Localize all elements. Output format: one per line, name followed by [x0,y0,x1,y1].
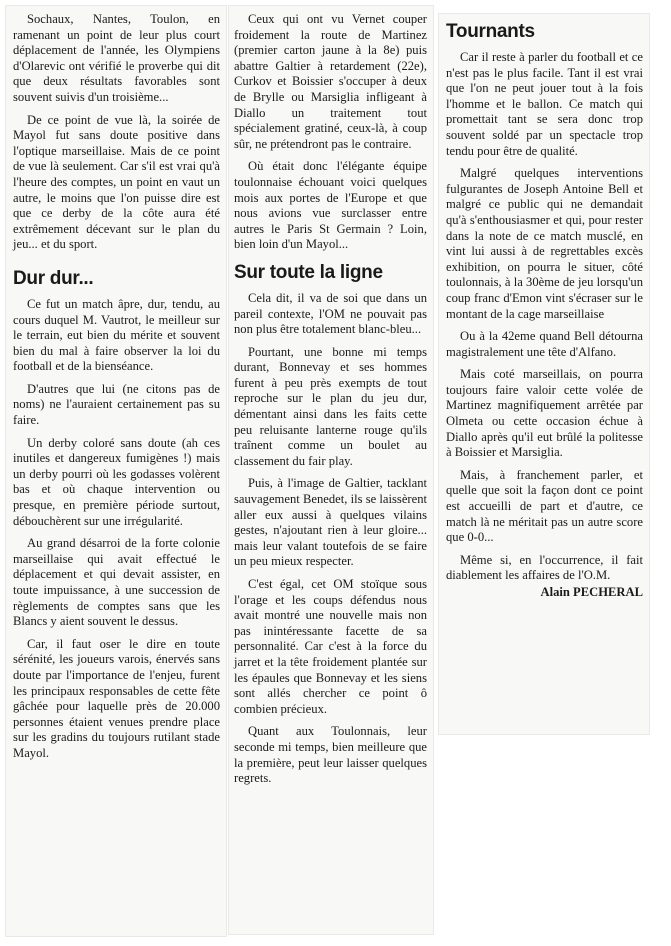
paragraph: Ceux qui ont vu Vernet couper froidement la route de Martinez (premier carton jaune à la 8e) puis abattre Galtier à retardement (22e), Curkov et Boissier s'occuper à deux de Brylle ou Marsiglia infligeant à Diallo un traitement tout spécialement gratiné, ceux-là, à coup sûr, ne prétendront pas le contraire. [234,12,427,151]
paragraph: Pourtant, une bonne mi temps durant, Bonnevay et ses hommes furent à peu près exempts de tout reproche sur le plan du jeu dur, démentant ainsi dans les faits cette peu reluisante lanterne rouge qu'ils traînent comme un boulet au classement du fair play. [234,344,427,468]
author-signature: Alain PECHERAL [540,585,643,599]
section-heading-dur-dur: Dur dur... [13,267,94,289]
paragraph: Au grand désarroi de la forte colonie marseillaise qui avait effectué le déplacement et qui devait assister, en toute impuissance, à une succession de règlements de comptes sans que les Blancs y aient souvent le dessus. [13,536,220,629]
paragraph: Quant aux Toulonnais, leur seconde mi temps, bien meilleure que la première, peut leur laisser quelques regrets. [234,724,427,786]
paragraph: D'autres que lui (ne citons pas de noms) ne l'auraient certainement pas su faire. [13,381,220,428]
paragraph: Sochaux, Nantes, Toulon, en ramenant un point de leur plus court déplacement de l'année, les Olympiens d'Olarevic ont vérifié le proverbe qui dit que deux résultats favorables sont souvent suivis d'un troisième... [13,12,220,104]
paragraph: Ou à la 42eme quand Bell détourna magistralement une tête d'Alfano. [446,329,643,359]
paragraph: Mais coté marseillais, on pourra toujours faire valoir cette volée de Martinez magnifiquement arrêtée par Olmeta ou cette occasion échue à Diallo après qu'il eut brûlé la politesse à Boissier et Marsiglia. [446,367,643,460]
article-column-1 [13,12,220,769]
section-heading-tournants: Tournants [446,21,535,42]
paragraph: De ce point de vue là, la soirée de Mayol fut sans doute positive dans l'optique marseillaise. Mais de ce point de vue là seulement. Car s'il est vrai qu'à l'heure des comptes, un point en vaut un autre, le moins que l'on puisse dire est que ce derby de la côte aura été extrêmement décevant sur le plan du jeu... et du sport. [13,112,220,252]
paragraph: Même si, en l'occurrence, il fait diablement les affaires de l'O.M. [446,552,643,583]
paragraph: Malgré quelques interventions fulgurantes de Joseph Antoine Bell et malgré ce public qui ne demandait qu'à s'enthousiasmer et qui, pour rester dans la note de ce match musclé, en vint lui aussi à de regrettables excès exhibition, on pourra le situer, côté toulonnais, à la 30ème de jeu lorsqu'un coup franc d'Emon vint s'écraser sur le montant de la cage marseillaise [446,166,643,321]
paragraph: Où était donc l'élégante équipe toulonnaise échouant voici quelques mois aux portes de l'Europe et que nous avions vue surclasser entre autres le Paris St Germain ? Loin, bien loin d'un Mayol... [234,159,427,252]
paragraph: Car il reste à parler du football et ce n'est pas le plus facile. Tant il est vrai que l'on ne peut jouer tout à la fois l'homme et le ballon. Ce match qui promettait tant se sera donc trop souvent soldé par un spectacle trop tendu pour être de qualité. [446,50,643,158]
paragraph: Mais, à franchement parler, et quelle que soit la façon dont ce point est accueilli de part et d'autre, ce match là ne méritait pas un autre score que 0-0... [446,467,643,545]
paragraph: C'est égal, cet OM stoïque sous l'orage et les coups défendus nous avait montré une nouvelle mais non pas inintéressante facette de sa personnalité. Car c'est à la force du jarret et la tête froidement plantée sur les épaules que Bonnevay et les siens sont allés chercher ce point ô combien précieux. [234,577,427,716]
section-heading-sur-toute-la-ligne: Sur toute la ligne [234,261,383,283]
paragraph: Cela dit, il va de soi que dans un pareil contexte, l'OM ne pouvait pas non plus être totalement blanc-bleu... [234,290,427,337]
paragraph: Puis, à l'image de Galtier, tacklant sauvagement Benedet, ils se laissèrent aller eux aussi à quelques vilains gestes, n'ajoutant rien à leur gloire... mais leur valant toutefois de se faire un peu mieux respecter. [234,476,427,569]
paragraph: Un derby coloré sans doute (ah ces inutiles et dangereux fumigènes !) mais un derby pourri où les godasses volèrent bas et où chaque intervention ou presque, en première période surtout, débouchèrent sur une irrégularité. [13,435,220,528]
paragraph: Ce fut un match âpre, dur, tendu, au cours duquel M. Vautrot, le meilleur sur le terrain, eut bien du mérite et souvent bien du mal à faire observer la loi du football et de la bienséance. [13,296,220,374]
article-column-2 [234,12,427,794]
paragraph: Car, il faut oser le dire en toute sérénité, les joueurs varois, énervés sans doute par l'importance de l'enjeu, furent les principaux responsables de cette fête gâchée pour laquelle près de 20.000 personnes étaient venues prendre place sur les gradins du toujours rutilant stade Mayol. [13,636,220,760]
article-column-3 [446,20,643,600]
